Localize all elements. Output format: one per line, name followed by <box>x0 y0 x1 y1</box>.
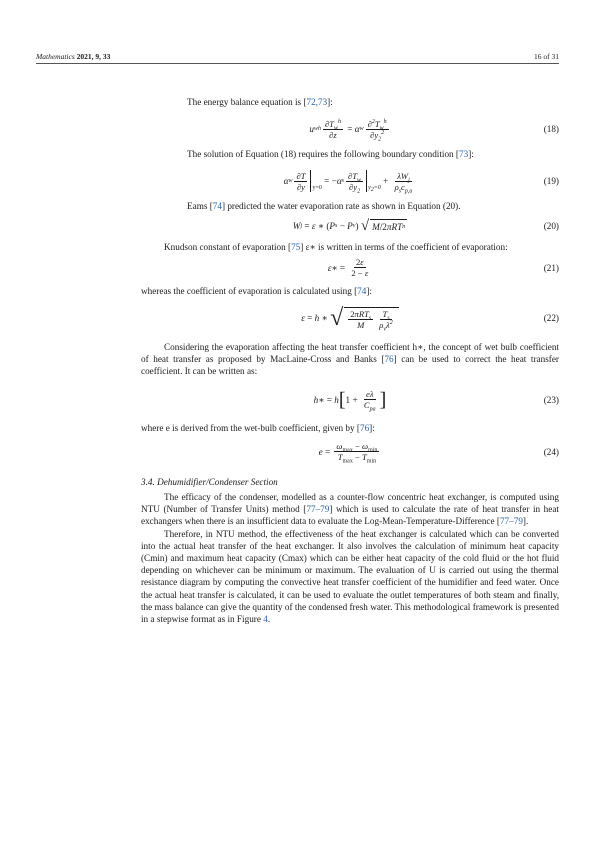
citation-link[interactable]: 72,73 <box>306 97 328 107</box>
equation-20: W j = ε ∗ ( P s − P v ) √ M /2 πRT n (20) <box>292 217 559 234</box>
text: Therefore, in NTU method, the effectiveness of the heat exchanger is calculated which can be converted into the actual heat transfer of the heat exchanger. It also involves the calculation of minimum heat capacity (Cmin) and maximum heat capacity (Cmax) which can be either heat capacity of the cold fluid or the hot fluid depending on whichever can be minimum or maximum. The evaluation of U is carried out using the thermal resistance diagram by computing the convective heat transfer coefficient of the humidifier and feed water. Once the actual heat transfer is calculated, it can be used to evaluate the outlet temperatures of both steam and finally, the mass balance can give the quantity of the condensed fresh water. This methodological framework is presented in a stepwise format as in Figure <box>141 528 559 625</box>
equation-19: α w $\frac{\partial T}{\partial y}$ y=0 = − α s $\frac{\partial T_w}{\partial y_2}$ $y_2=0$ + $\frac{\lambda W_j}{\rho_sc_{p,a}}$ (19) <box>283 170 559 195</box>
text: The solution of Equation (18) requires the following boundary condition [ <box>187 149 459 160</box>
equation-number: (22) <box>543 312 559 323</box>
paragraph-e-derivation <box>141 422 559 434</box>
text: Considering the evaporation affecting the heat transfer coefficient h∗, the concept of wet bulb coefficient of heat transfer as proposed by MacLaine-Cross and Banks [ <box>141 342 559 365</box>
equation-21: ε ∗ = $\frac{2\varepsilon}{2 - \varepsilon}$ (21) <box>327 257 559 279</box>
citation-link[interactable]: 75 <box>291 241 301 252</box>
section-title: 3.4. Dehumidifier/Condenser Section <box>141 476 278 487</box>
text: Knudson constant of evaporation [ <box>164 241 292 252</box>
figure-link[interactable]: 4 <box>263 614 268 625</box>
paragraph-ntu-method <box>141 528 559 626</box>
text: ] predicted the water evaporation rate as shown in Equation (20). <box>221 201 461 212</box>
equation-number: (18) <box>543 124 559 135</box>
citation-link[interactable]: 74 <box>357 285 367 296</box>
equation-number: (24) <box>543 446 559 457</box>
page-number: 16 of 31 <box>534 52 559 61</box>
paragraph-wet-bulb <box>141 341 559 378</box>
paragraph-knudson <box>141 241 559 253</box>
paragraph-boundary-condition <box>164 148 559 160</box>
text: ]: <box>327 97 333 107</box>
citation-link[interactable]: 73 <box>459 149 469 160</box>
equation-18: u w h $\frac{\partial T_w^h}{\partial z}$ = α w $\frac{\partial^2T_w^h}{\partial y_2^2}$ (18) <box>309 118 559 143</box>
text: The efficacy of the condenser, modelled as a counter-flow concentric heat exchanger, is computed using NTU (Number of Transfer Units) method [ <box>141 492 559 515</box>
citation-link[interactable]: 77–79 <box>499 516 523 527</box>
text: whereas the coefficient of evaporation is calculated using [ <box>141 285 358 296</box>
citation-link[interactable]: 76 <box>384 354 394 365</box>
text: ]: <box>366 285 372 296</box>
citation-link[interactable]: 77–79 <box>306 504 330 515</box>
equation-22: ε = h ∗ √ $\frac{2\pi RT_s}{M}$ $\frac{T_s}{\rho_v\lambda^2}$ (22) <box>301 304 559 333</box>
header-rule <box>36 63 559 64</box>
equation-number: (21) <box>543 262 559 273</box>
citation-link[interactable]: 74 <box>212 201 222 212</box>
text: ] can be used to correct the heat transfer coefficient. It can be written as: <box>141 354 559 377</box>
equation-number: (20) <box>543 220 559 231</box>
paragraph-coefficient <box>141 285 559 297</box>
running-header <box>36 52 559 61</box>
volume-info: 2021, 9, 33 <box>76 52 111 61</box>
text: where e is derived from the wet-bulb coefficient, given by [ <box>141 422 360 433</box>
text: ] which is used to calculate the rate of heat transfer in heat exchangers when there is an insufficient data to evaluate the Log-Mean-Temperature-Difference [ <box>141 504 559 527</box>
text: ]: <box>468 149 474 160</box>
text: ] ε∗ is written in terms of the coefficient of evaporation: <box>300 241 508 252</box>
text: ]: <box>369 422 375 433</box>
equation-number: (19) <box>543 176 559 187</box>
paragraph-condenser <box>141 491 559 528</box>
text: Eams [ <box>187 201 213 212</box>
text: The energy balance equation is [ <box>187 97 307 107</box>
page-body <box>141 96 559 625</box>
journal-citation <box>36 52 110 61</box>
citation-link[interactable]: 76 <box>359 422 370 433</box>
paragraph-evaporation-rate <box>164 200 559 212</box>
equation-number: (23) <box>543 394 559 405</box>
journal-name: Mathematics <box>36 52 75 61</box>
paragraph-energy-balance <box>164 96 559 108</box>
equation-24: e = $\frac{\omega_{max} - \omega_{min}}{T_{max} - T_{min}}$ (24) <box>318 441 559 466</box>
text: ]. <box>522 516 529 527</box>
equation-23: h ∗ = h [ 1 + $\frac{e\lambda}{C_{pa}}$ ] (23) <box>313 388 559 413</box>
text: . <box>267 614 271 625</box>
